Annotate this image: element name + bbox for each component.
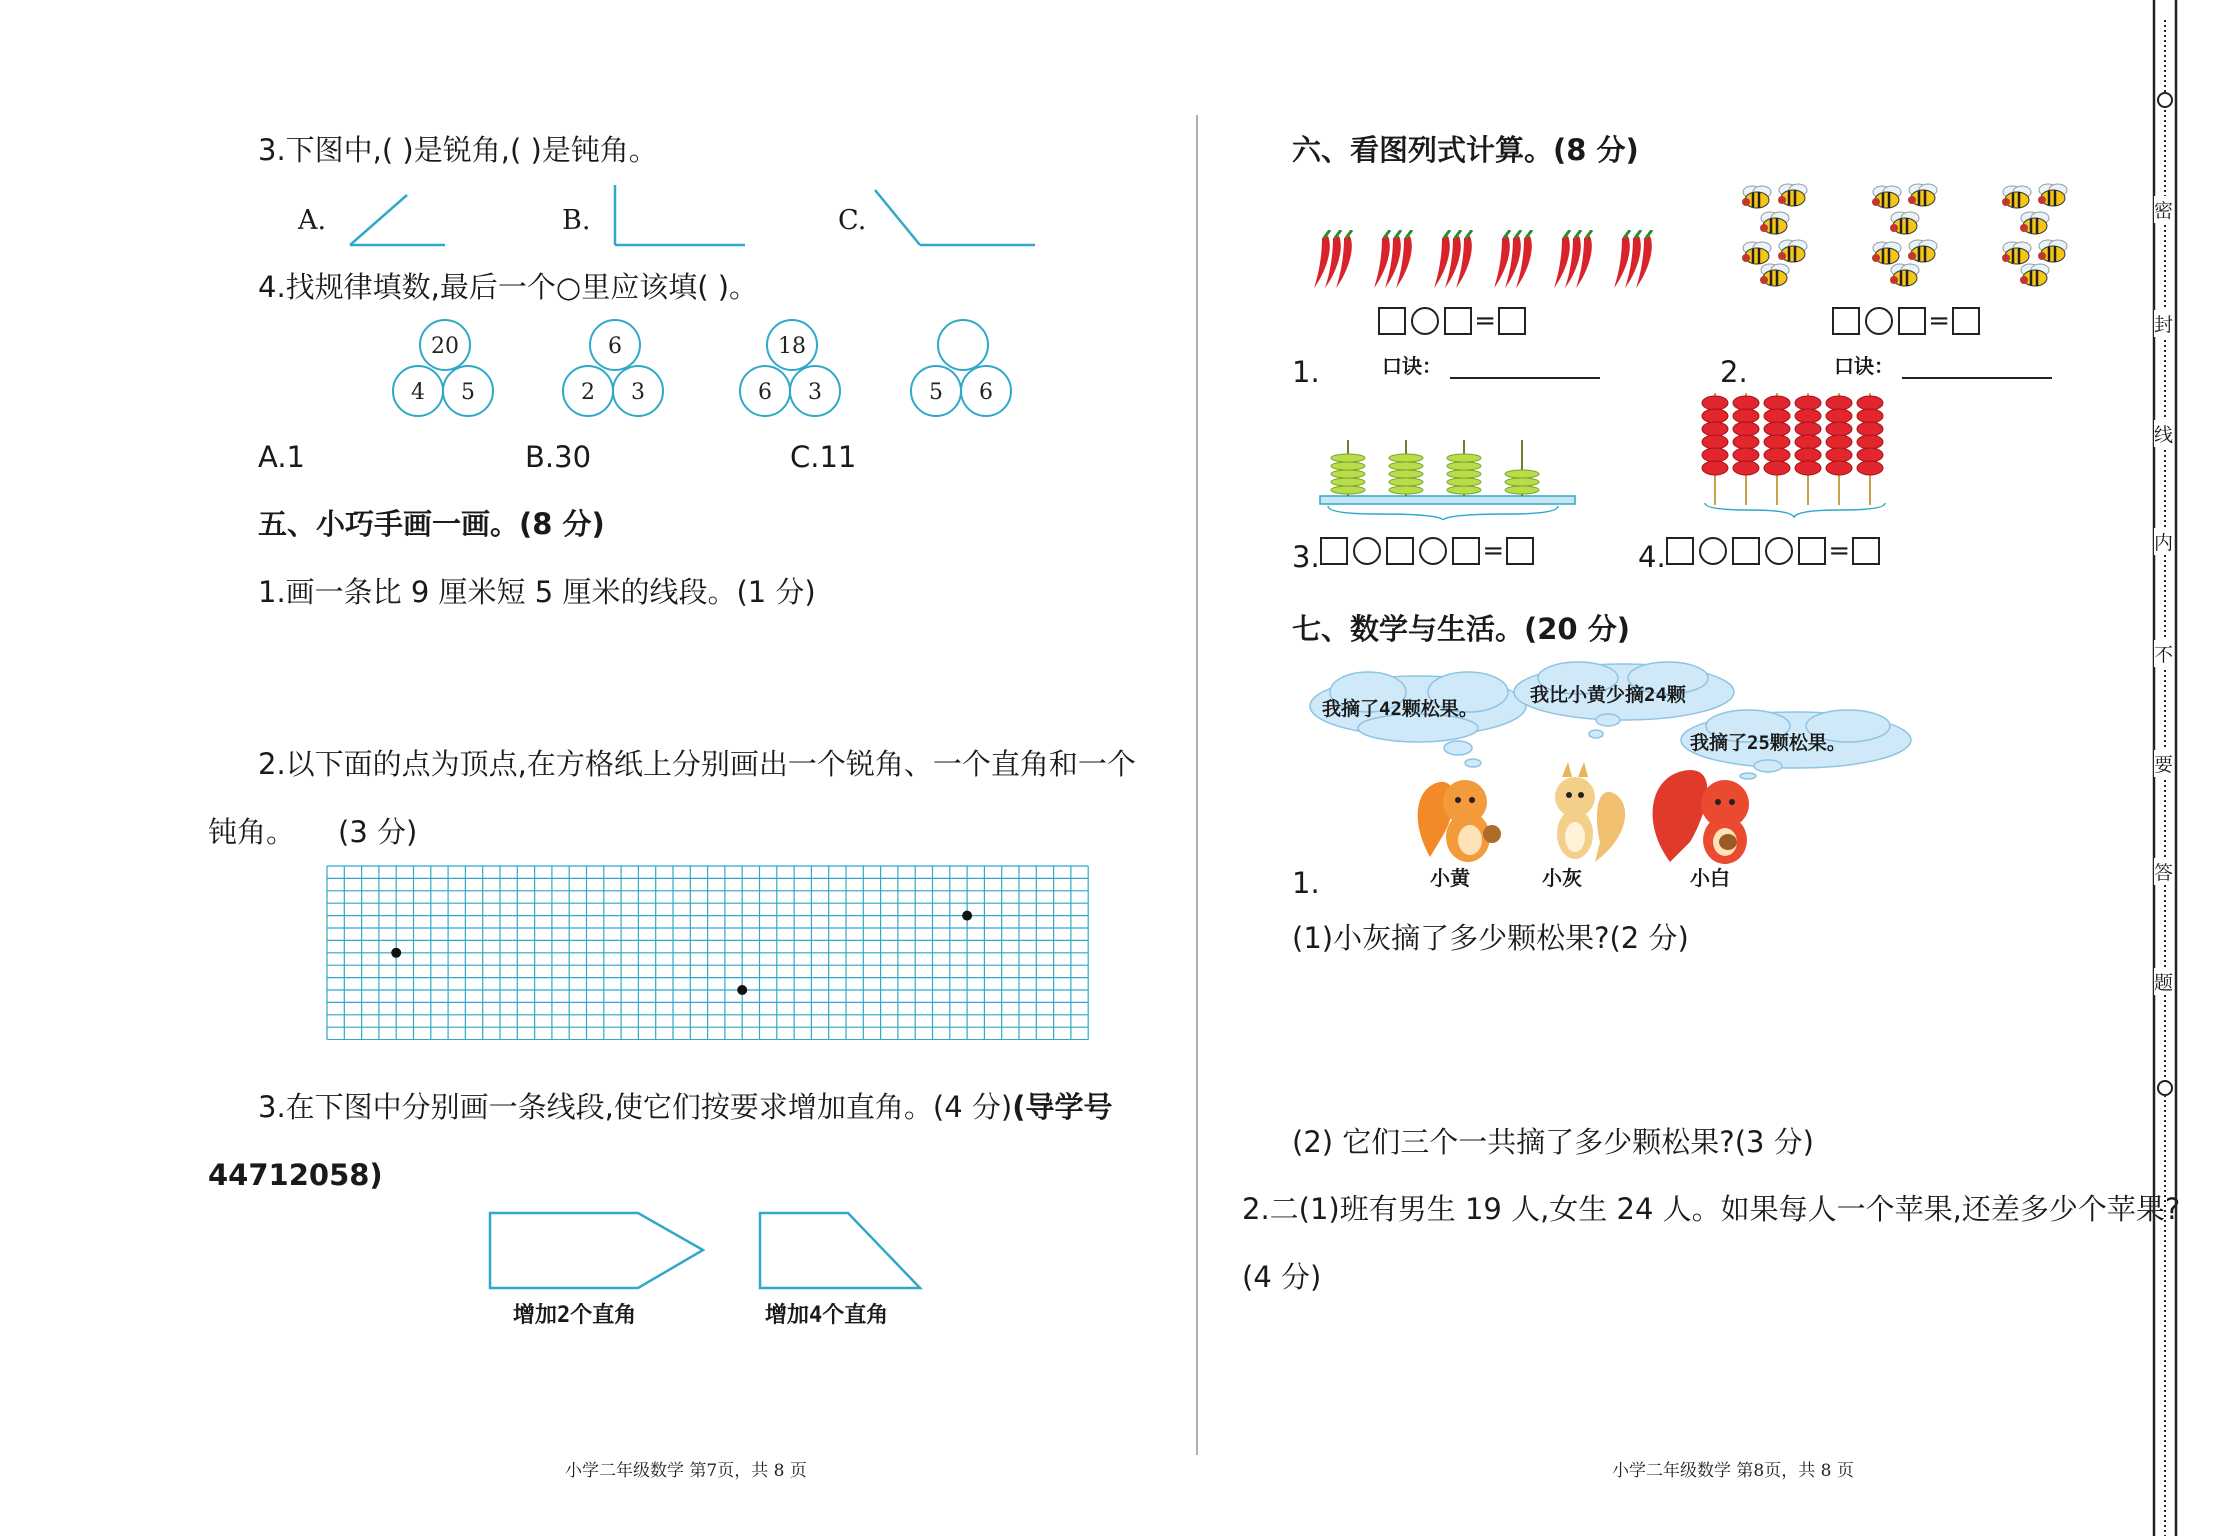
bead (1764, 422, 1790, 436)
option-a-label: A. (298, 205, 327, 236)
binding-char: 要 (2154, 750, 2173, 777)
coin (1447, 454, 1481, 462)
pentagon-arrow-shape (490, 1213, 703, 1288)
bees-image (1740, 178, 2120, 298)
bead (1826, 396, 1852, 410)
squirrel-xiaohuang-icon (1418, 780, 1501, 862)
bead (1733, 448, 1759, 462)
coin (1331, 478, 1365, 486)
coin (1505, 470, 1539, 478)
binding-char: 封 (2154, 310, 2173, 337)
eq2-box-1 (1832, 307, 1860, 335)
circle-1-left: 4 (411, 380, 425, 405)
bead (1826, 422, 1852, 436)
bead (1795, 396, 1821, 410)
bead (1733, 409, 1759, 423)
trapezoid-shape (760, 1213, 920, 1288)
coin (1389, 486, 1423, 494)
binding-char: 内 (2154, 528, 2173, 555)
circle-3-left: 6 (758, 380, 772, 405)
bead-skewers-image (1700, 393, 1900, 518)
equation-1[interactable] (1378, 306, 1526, 336)
bead (1857, 396, 1883, 410)
bubble-xiaohuang: 我摘了42颗松果。 (1322, 698, 1478, 720)
question-4-pattern: 4.找规律填数,最后一个○里应该填( )。 (258, 270, 759, 304)
section-7-problem-2-line2: (4 分) (1242, 1260, 1322, 1294)
eq2-op-circle (1865, 307, 1893, 335)
squirrel-xiaohui-icon (1555, 762, 1625, 862)
eq1-box-1 (1378, 307, 1406, 335)
circle-4-right: 6 (979, 380, 993, 405)
bead (1702, 396, 1728, 410)
eq1-box-2 (1444, 307, 1472, 335)
choice-c: C.11 (790, 440, 857, 474)
binding-char: 题 (2154, 968, 2173, 995)
bead (1826, 409, 1852, 423)
vertex-point-2 (737, 985, 747, 995)
circle-2-left: 2 (581, 380, 595, 405)
bead (1857, 461, 1883, 475)
shapes-to-modify[interactable] (488, 1208, 928, 1293)
option-b-label: B. (562, 205, 591, 236)
vertex-point-1 (391, 948, 401, 958)
bead (1826, 461, 1852, 475)
section-5-question-3-line2: 44712058) (208, 1158, 383, 1192)
bead (1702, 461, 1728, 475)
equation-3[interactable]: = (1320, 536, 1534, 566)
acute-angle-figure (345, 190, 455, 250)
problem-number-2: 2. (1720, 355, 1748, 389)
bead (1764, 448, 1790, 462)
section-7-number-1: 1. (1292, 866, 1320, 900)
bead (1764, 461, 1790, 475)
bead (1795, 422, 1821, 436)
bead (1764, 409, 1790, 423)
circle-1-top: 20 (431, 334, 459, 359)
coin (1389, 470, 1423, 478)
eq2-box-2 (1898, 307, 1926, 335)
circle-3-top: 18 (778, 334, 806, 359)
eq2-box-result (1952, 307, 1980, 335)
bead (1702, 409, 1728, 423)
bead (1702, 422, 1728, 436)
section-5-title: 五、小巧手画一画。(8 分) (258, 507, 605, 541)
section-5-question-1: 1.画一条比 9 厘米短 5 厘米的线段。(1 分) (258, 575, 816, 609)
section-7-question-1-2: (2) 它们三个一共摘了多少颗松果?(3 分) (1292, 1125, 1814, 1159)
section-6-title: 六、看图列式计算。(8 分) (1292, 133, 1639, 167)
coin (1331, 470, 1365, 478)
binding-char: 不 (2154, 640, 2173, 667)
coin (1389, 462, 1423, 470)
right-angle-figure (610, 180, 750, 250)
binding-char: 答 (2154, 858, 2173, 885)
bead (1702, 448, 1728, 462)
mnemonic-2-blank (1902, 353, 2052, 379)
bubble-xiaohui: 我比小黄少摘24颗 (1530, 684, 1686, 706)
bead (1857, 422, 1883, 436)
circle-group-4 (911, 320, 1011, 416)
squirrels-image (1410, 762, 1780, 867)
section-7-problem-2-line1: 2.二(1)班有男生 19 人,女生 24 人。如果每人一个苹果,还差多少个苹果? (1242, 1192, 2181, 1226)
bubble-xiaobai: 我摘了25颗松果。 (1690, 732, 1846, 754)
section-7-question-1-1: (1)小灰摘了多少颗松果?(2 分) (1292, 921, 1689, 955)
bead (1733, 461, 1759, 475)
equation-4[interactable]: = (1666, 536, 1880, 566)
bead (1764, 396, 1790, 410)
coin (1447, 478, 1481, 486)
bead (1857, 409, 1883, 423)
binding-char: 线 (2154, 420, 2173, 447)
name-xiaohuang: 小黄 (1430, 866, 1470, 890)
shape-caption-2: 增加4个直角 (765, 1303, 889, 1328)
section-5-question-2-line1: 2.以下面的点为顶点,在方格纸上分别画出一个锐角、一个直角和一个 (258, 747, 1136, 781)
circle-group-2 (563, 320, 663, 416)
circle-4-left: 5 (929, 380, 943, 405)
circle-1-right: 5 (461, 380, 475, 405)
coin-stacks-image (1318, 440, 1578, 520)
bead (1857, 435, 1883, 449)
circle-2-right: 3 (631, 380, 645, 405)
circle-group-1 (393, 320, 493, 416)
circle-3-right: 3 (808, 380, 822, 405)
section-7-title: 七、数学与生活。(20 分) (1292, 612, 1630, 646)
question-3-angles: 3.下图中,( )是锐角,( )是钝角。 (258, 133, 658, 167)
bead (1733, 422, 1759, 436)
bead (1764, 435, 1790, 449)
vertex-point-3 (962, 911, 972, 921)
eq1-box-result (1498, 307, 1526, 335)
bead (1795, 435, 1821, 449)
circle-pattern-groups (385, 318, 1035, 423)
bead (1795, 448, 1821, 462)
shape-caption-1: 增加2个直角 (513, 1303, 637, 1328)
name-xiaohui: 小灰 (1542, 866, 1582, 890)
coin (1447, 470, 1481, 478)
coin (1447, 486, 1481, 494)
section-5-question-2-score: (3 分) (338, 815, 418, 849)
left-footer: 小学二年级数学 第7页，共 8 页 (565, 1461, 807, 1481)
option-c-label: C. (838, 205, 867, 236)
choice-b: B.30 (525, 440, 592, 474)
section-5-question-2-line2: 钝角。 (208, 815, 296, 849)
grid-paper[interactable] (326, 865, 1089, 1040)
coin (1331, 486, 1365, 494)
coin (1505, 478, 1539, 486)
problem-number-4: 4. (1638, 540, 1666, 574)
coin (1331, 454, 1365, 462)
bead (1826, 435, 1852, 449)
bead (1826, 448, 1852, 462)
bead (1795, 461, 1821, 475)
coin (1389, 454, 1423, 462)
coin (1505, 486, 1539, 494)
problem-number-3: 3. (1292, 540, 1320, 574)
circle-group-3 (740, 320, 840, 416)
guide-number-label: (导学号 (1012, 1090, 1113, 1124)
squirrel-xiaobai-icon (1653, 770, 1749, 864)
choice-a: A.1 (258, 440, 305, 474)
eq2-equals: = (1928, 306, 1950, 336)
obtuse-angle-figure (870, 185, 1040, 250)
bead (1733, 435, 1759, 449)
eq1-equals: = (1474, 306, 1496, 336)
section-5-question-3-line1: 3.在下图中分别画一条线段,使它们按要求增加直角。(4 分)(导学号 (258, 1090, 1113, 1124)
bead (1857, 448, 1883, 462)
binding-char: 密 (2154, 196, 2173, 223)
bead (1795, 409, 1821, 423)
circle-2-top: 6 (608, 334, 622, 359)
eq1-op-circle (1411, 307, 1439, 335)
right-footer: 小学二年级数学 第8页，共 8 页 (1612, 1461, 1854, 1481)
coin (1389, 478, 1423, 486)
name-xiaobai: 小白 (1690, 866, 1730, 890)
coin (1447, 462, 1481, 470)
mnemonic-1-blank (1450, 353, 1600, 379)
coin (1331, 462, 1365, 470)
chili-peppers-image (1310, 230, 1670, 292)
equation-2[interactable] (1832, 306, 1980, 336)
page-divider (1196, 115, 1198, 1455)
bead (1733, 396, 1759, 410)
bead (1702, 435, 1728, 449)
problem-number-1: 1. (1292, 355, 1320, 389)
mnemonic-2[interactable]: 口诀： (1834, 350, 2052, 379)
mnemonic-1[interactable]: 口诀： (1382, 350, 1600, 379)
